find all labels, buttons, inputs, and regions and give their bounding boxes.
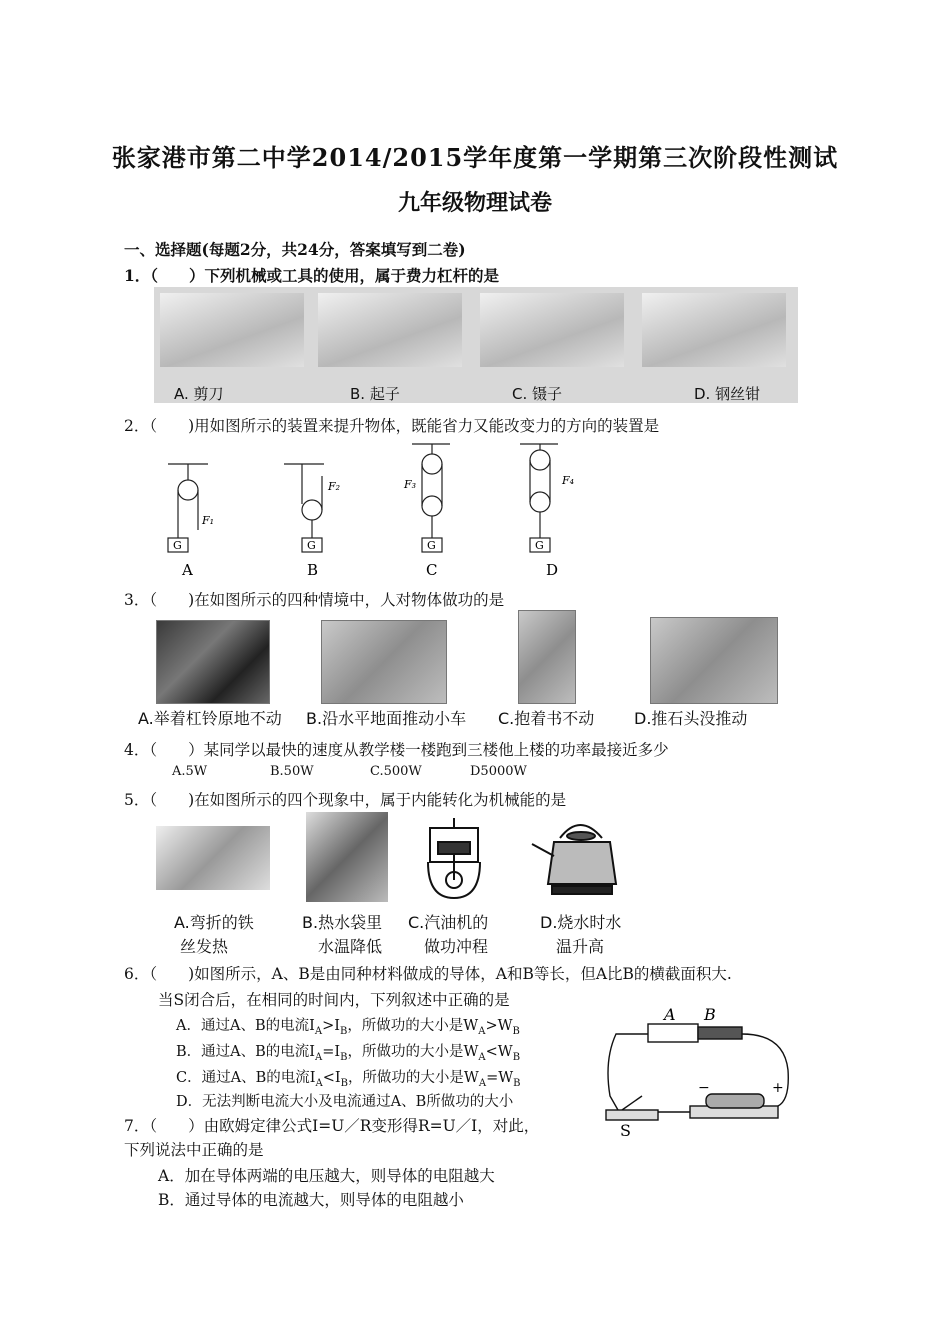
bottle-opener-photo <box>318 293 462 367</box>
force-f4: F₄ <box>562 474 575 487</box>
battery-minus: − <box>698 1080 710 1096</box>
q1-option-c: C. 镊子 <box>512 385 563 403</box>
battery-plus: + <box>772 1080 784 1096</box>
question-6-line1: 6．（ )如图所示，A、B是由同种材料做成的导体，A和B等长，但A比B的横截面积大. <box>124 965 732 983</box>
q3-option-c: C.抱着书不动 <box>498 709 595 728</box>
tweezers-photo <box>480 293 624 367</box>
pulley-label-a: A <box>182 561 193 579</box>
q6-option-c: C．通过A、B的电流$I_A<I_B$，所做功的大小是$W_A=W_B$ <box>176 1070 521 1089</box>
q1-option-a: A. 剪刀 <box>174 385 224 403</box>
wire-bending-photo <box>156 826 270 890</box>
q7-option-a: A．加在导体两端的电压越大，则导体的电阻越大 <box>158 1167 495 1185</box>
q6-option-b: B．通过A、B的电流$I_A=I_B$，所做功的大小是$W_A<W_B$ <box>176 1044 521 1063</box>
q4-option-b: B.50W <box>270 764 314 779</box>
page-subtitle: 九年级物理试卷 <box>397 190 552 216</box>
cart-photo <box>321 620 447 704</box>
q5-option-a-line1: A.弯折的铁 <box>174 913 254 932</box>
q3-option-b: B.沿水平地面推动小车 <box>306 709 467 728</box>
q4-option-c: C.500W <box>370 764 422 779</box>
resistor-b-label: B <box>704 1005 716 1024</box>
force-f1: F₁ <box>202 514 215 527</box>
q5-option-c-line2: 做功冲程 <box>424 937 489 956</box>
q1-image-strip <box>154 287 798 403</box>
question-7-line1: 7．（ ）由欧姆定律公式I=U／R变形得R=U／I，对此， <box>124 1117 540 1135</box>
books-photo <box>518 610 576 704</box>
q3-option-d: D.推石头没推动 <box>634 709 748 728</box>
section-heading: 一、选择题(每题2分，共24分，答案填写到二卷) <box>124 240 466 259</box>
q6-option-a: A．通过A、B的电流$I_A>I_B$，所做功的大小是$W_A>W_B$ <box>176 1018 520 1037</box>
pulley-label-d: D <box>546 561 559 579</box>
q3-option-a: A.举着杠铃原地不动 <box>138 709 282 728</box>
question-7-line2: 下列说法中正确的是 <box>124 1141 264 1159</box>
question-3: 3．（ )在如图所示的四种情境中，人对物体做功的是 <box>124 591 505 609</box>
weight-d: G <box>535 539 544 552</box>
q5-option-d-line1: D.烧水时水 <box>540 913 622 932</box>
q6-option-d: D．无法判断电流大小及电流通过A、B所做功的大小 <box>176 1094 514 1110</box>
question-4: 4．（ ）某同学以最快的速度从教学楼一楼跑到三楼他上楼的功率最接近多少 <box>124 741 669 759</box>
hot-water-bag-photo <box>306 812 388 902</box>
question-2: 2．（ )用如图所示的装置来提升物体，既能省力又能改变力的方向的装置是 <box>124 417 660 435</box>
q5-option-d-line2: 温升高 <box>556 937 605 956</box>
q1-option-d: D. 钢丝钳 <box>694 385 761 403</box>
switch-label: S <box>620 1121 631 1140</box>
force-f2: F₂ <box>328 480 341 493</box>
q5-option-b-line1: B.热水袋里 <box>302 913 383 932</box>
stone-photo <box>650 617 778 704</box>
resistor-a-label: A <box>664 1005 676 1024</box>
q4-option-a: A.5W <box>172 764 208 779</box>
barbell-photo <box>156 620 270 704</box>
question-6-line2: 当S闭合后，在相同的时间内，下列叙述中正确的是 <box>158 991 510 1009</box>
engine-diagram <box>420 818 490 900</box>
weight-c: G <box>427 539 436 552</box>
q1-option-b: B. 起子 <box>350 385 400 403</box>
pulley-diagrams <box>150 440 610 580</box>
scissors-photo <box>160 293 304 367</box>
q5-option-a-line2: 丝发热 <box>180 937 229 956</box>
circuit-diagram <box>598 1000 798 1140</box>
page-title: 张家港市第二中学2014/2015学年度第一学期第三次阶段性测试 <box>111 143 839 172</box>
q7-option-b: B．通过导体的电流越大，则导体的电阻越小 <box>158 1191 464 1209</box>
pliers-photo <box>642 293 786 367</box>
force-f3: F₃ <box>404 478 417 491</box>
pulley-label-c: C <box>426 561 438 579</box>
pulley-label-b: B <box>307 561 319 579</box>
q5-option-c-line1: C.汽油机的 <box>408 913 489 932</box>
q4-option-d: D5000W <box>470 764 527 779</box>
kettle-diagram <box>530 808 630 898</box>
question-5: 5．（ )在如图所示的四个现象中，属于内能转化为机械能的是 <box>124 791 567 809</box>
weight-a: G <box>173 539 182 552</box>
question-1: 1．（ ）下列机械或工具的使用，属于费力杠杆的是 <box>124 266 500 285</box>
weight-b: G <box>307 539 316 552</box>
q5-option-b-line2: 水温降低 <box>318 937 383 956</box>
